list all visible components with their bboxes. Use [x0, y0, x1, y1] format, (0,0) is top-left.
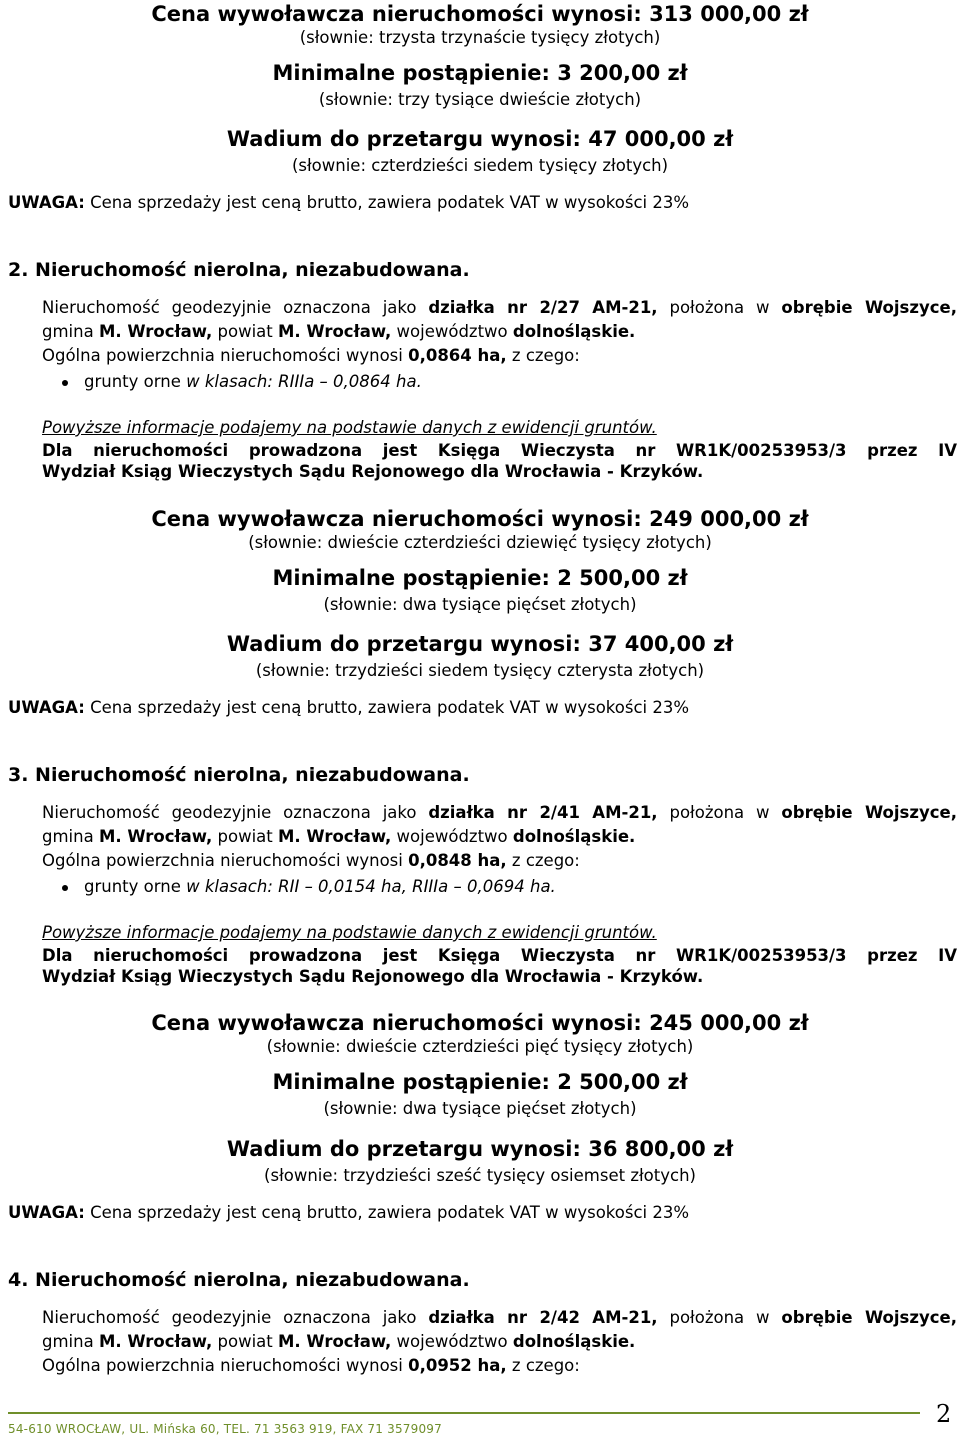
price-heading: Cena wywoławcza nieruchomości wynosi: 313 000,00 zł — [151, 2, 809, 26]
section-3-heading: 3. Nieruchomość nierolna, niezabudowana. — [8, 764, 470, 786]
page-number: 2 — [936, 1400, 952, 1428]
footer-rule — [8, 1412, 920, 1414]
section-2-location-line: gmina M. Wrocław, powiat M. Wrocław, województwo dolnośląskie. — [42, 322, 636, 341]
price-words: (słownie: dwieście czterdzieści dziewięć tysięcy złotych) — [248, 533, 712, 552]
section-3-parcel-line: Nieruchomość geodezyjnie oznaczona jako działka nr 2/41 AM-21, położona w obrębie Wojszyce, — [42, 803, 957, 822]
section-3-location-line: gmina M. Wrocław, powiat M. Wrocław, województwo dolnośląskie. — [42, 827, 636, 846]
section-4-heading: 4. Nieruchomość nierolna, niezabudowana. — [8, 1269, 470, 1291]
deposit-heading: Wadium do przetargu wynosi: 47 000,00 zł — [226, 127, 734, 151]
section-3-source-note: Powyższe informacje podajemy na podstawie danych z ewidencji gruntów. — [42, 923, 657, 942]
vat-note: UWAGA: Cena sprzedaży jest ceną brutto, zawiera podatek VAT w wysokości 23% — [8, 193, 690, 212]
section-3-area-line: Ogólna powierzchnia nieruchomości wynosi 0,0848 ha, z czego: — [42, 851, 580, 870]
deposit-heading: Wadium do przetargu wynosi: 36 800,00 zł — [226, 1137, 734, 1161]
section-2-parcel-line: Nieruchomość geodezyjnie oznaczona jako działka nr 2/27 AM-21, położona w obrębie Wojszyce, — [42, 298, 957, 317]
deposit-words: (słownie: trzydzieści sześć tysięcy osiemset złotych) — [264, 1166, 696, 1185]
section-3-land-register-2: Wydział Ksiąg Wieczystych Sądu Rejonowego dla Wrocławia - Krzyków. — [42, 967, 704, 986]
price-words: (słownie: dwieście czterdzieści pięć tysięcy złotych) — [266, 1037, 694, 1056]
section-2-land-class: grunty orne w klasach: RIIIa – 0,0864 ha. — [84, 372, 422, 391]
min-step-words: (słownie: trzy tysiące dwieście złotych) — [318, 90, 642, 109]
section-4-area-line: Ogólna powierzchnia nieruchomości wynosi 0,0952 ha, z czego: — [42, 1356, 580, 1375]
price-words: (słownie: trzysta trzynaście tysięcy złotych) — [299, 28, 661, 47]
section-2-land-register-1: Dla nieruchomości prowadzona jest Księga Wieczysta nr WR1K/00253953/3 przez IV — [42, 441, 957, 460]
deposit-heading: Wadium do przetargu wynosi: 37 400,00 zł — [226, 632, 734, 656]
min-step-heading: Minimalne postąpienie: 3 200,00 zł — [272, 61, 688, 85]
deposit-words: (słownie: czterdzieści siedem tysięcy złotych) — [291, 156, 669, 175]
section-4-parcel-line: Nieruchomość geodezyjnie oznaczona jako działka nr 2/42 AM-21, położona w obrębie Wojszyce, — [42, 1308, 957, 1327]
min-step-heading: Minimalne postąpienie: 2 500,00 zł — [272, 1070, 688, 1094]
section-2-heading: 2. Nieruchomość nierolna, niezabudowana. — [8, 259, 470, 281]
vat-note: UWAGA: Cena sprzedaży jest ceną brutto, zawiera podatek VAT w wysokości 23% — [8, 698, 690, 717]
section-2-area-line: Ogólna powierzchnia nieruchomości wynosi 0,0864 ha, z czego: — [42, 346, 580, 365]
vat-note: UWAGA: Cena sprzedaży jest ceną brutto, zawiera podatek VAT w wysokości 23% — [8, 1203, 690, 1222]
deposit-words: (słownie: trzydzieści siedem tysięcy czterysta złotych) — [255, 661, 705, 680]
footer-address: 54-610 WROCŁAW, UL. Mińska 60, TEL. 71 3563 919, FAX 71 3579097 — [8, 1422, 442, 1436]
bullet-icon — [62, 380, 68, 386]
section-4-location-line: gmina M. Wrocław, powiat M. Wrocław, województwo dolnośląskie. — [42, 1332, 636, 1351]
section-2-land-register-2: Wydział Ksiąg Wieczystych Sądu Rejonowego dla Wrocławia - Krzyków. — [42, 462, 704, 481]
min-step-words: (słownie: dwa tysiące pięćset złotych) — [323, 1099, 637, 1118]
min-step-words: (słownie: dwa tysiące pięćset złotych) — [323, 595, 637, 614]
section-3-land-class: grunty orne w klasach: RII – 0,0154 ha, RIIIa – 0,0694 ha. — [84, 877, 556, 896]
section-2-source-note: Powyższe informacje podajemy na podstawie danych z ewidencji gruntów. — [42, 418, 657, 437]
min-step-heading: Minimalne postąpienie: 2 500,00 zł — [272, 566, 688, 590]
bullet-icon — [62, 885, 68, 891]
price-heading: Cena wywoławcza nieruchomości wynosi: 249 000,00 zł — [151, 507, 809, 531]
price-heading: Cena wywoławcza nieruchomości wynosi: 245 000,00 zł — [151, 1011, 809, 1035]
section-3-land-register-1: Dla nieruchomości prowadzona jest Księga Wieczysta nr WR1K/00253953/3 przez IV — [42, 946, 957, 965]
